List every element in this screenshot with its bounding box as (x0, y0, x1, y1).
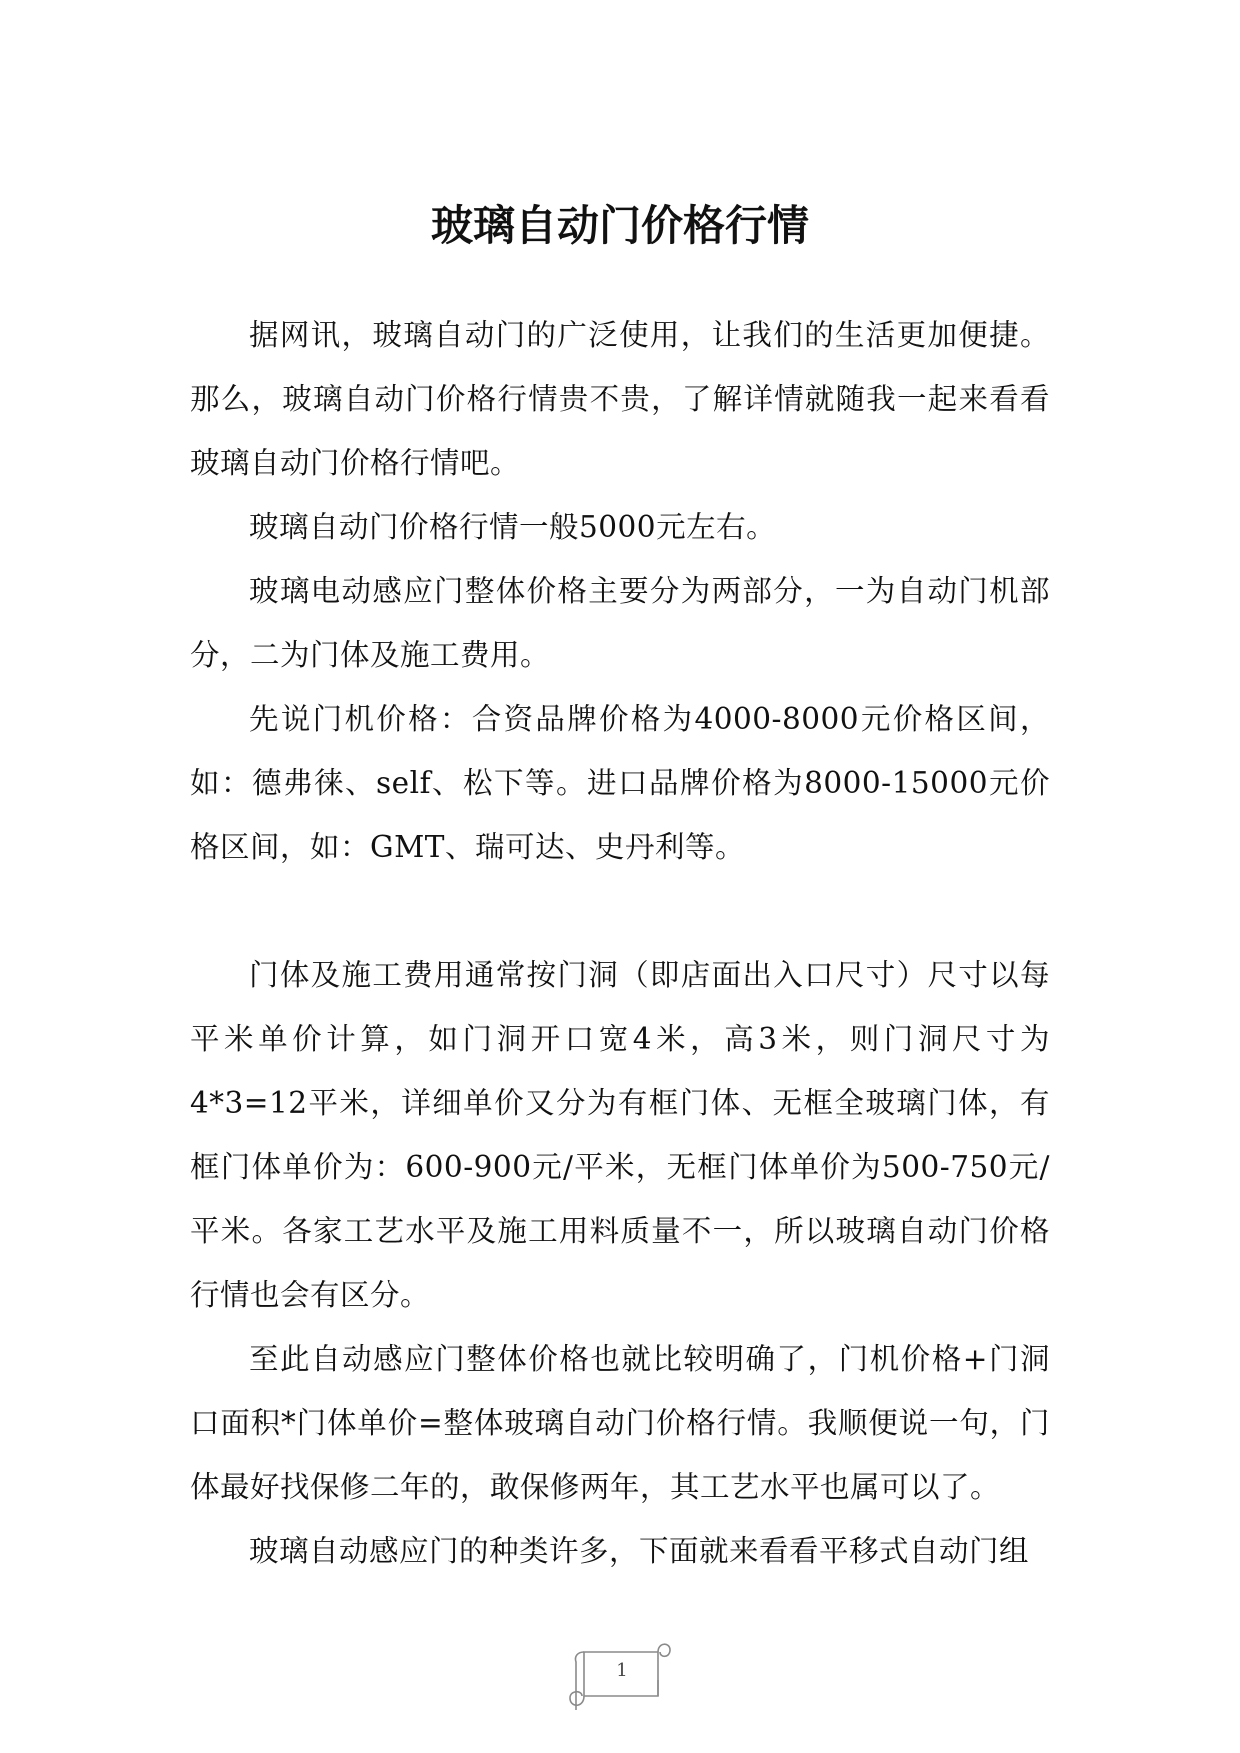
paragraph-intro: 据网讯，玻璃自动门的广泛使用，让我们的生活更加便捷。那么，玻璃自动门价格行情贵不贵，了解详情就随我一起来看看玻璃自动门价格行情吧。 (190, 318, 1050, 480)
page-footer (562, 1630, 682, 1720)
page-number: 1 (616, 1660, 628, 1681)
paragraph-motor-price: 先说门机价格：合资品牌价格为4000-8000元价格区间，如：德弗徕、self、松下等。进口品牌价格为8000-15000元价格区间，如：GMT、瑞可达、史丹利等。 (190, 702, 1050, 864)
paragraph-total-formula: 至此自动感应门整体价格也就比较明确了，门机价格+门洞口面积*门体单价=整体玻璃自动门价格行情。我顺便说一句，门体最好找保修二年的，敢保修两年，其工艺水平也属可以了。 (190, 1342, 1050, 1504)
paragraph-price-summary: 玻璃自动门价格行情一般5000元左右。 (249, 510, 777, 544)
document-title: 玻璃自动门价格行情 (430, 201, 809, 250)
paragraph-types: 玻璃自动感应门的种类许多，下面就来看看平移式自动门组 (249, 1534, 1030, 1568)
document-body (190, 303, 1050, 1583)
paragraph-price-components: 玻璃电动感应门整体价格主要分为两部分，一为自动门机部分，二为门体及施工费用。 (190, 574, 1050, 672)
paragraph-door-cost: 门体及施工费用通常按门洞（即店面出入口尺寸）尺寸以每平米单价计算，如门洞开口宽4米，高3米，则门洞尺寸为4*3=12平米，详细单价又分为有框门体、无框全玻璃门体，有框门体单价为：600-900元/平米，无框门体单价为500-750元/平米。各家工艺水平及施工用料质量不一，所以玻璃自动门价格行情也会有区分。 (190, 958, 1050, 1312)
